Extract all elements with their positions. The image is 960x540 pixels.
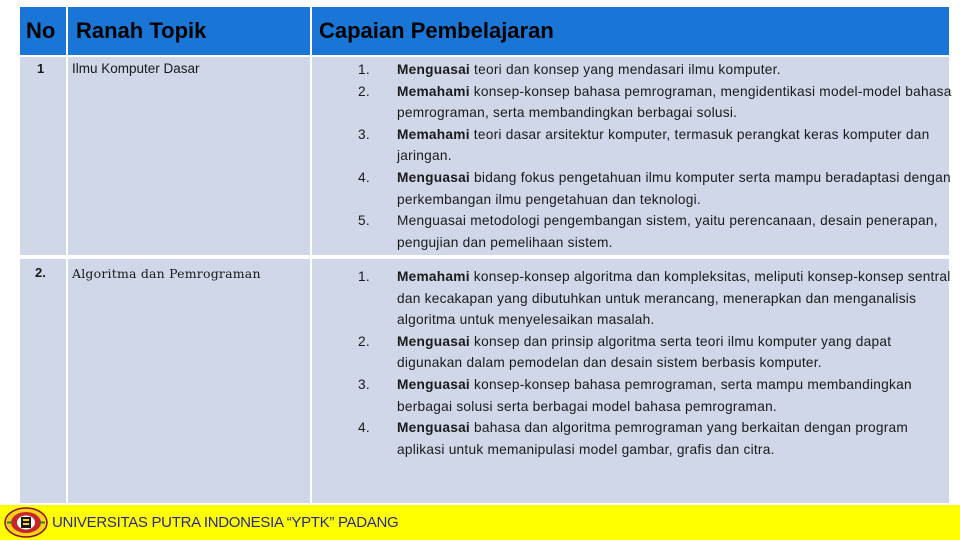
item-number: 4.: [358, 420, 370, 436]
list-item: [358, 331, 955, 374]
row-topic: Ilmu Komputer Dasar: [72, 61, 200, 76]
list-item: [358, 81, 955, 124]
item-keyword: Menguasai: [397, 376, 470, 392]
item-text: bahasa dan algoritma pemrograman yang berkaitan dengan program aplikasi untuk memanipulasi model gambar, grafis dan citra.: [397, 420, 909, 457]
university-seal-icon: [4, 507, 48, 538]
list-item: [358, 210, 955, 253]
item-text: konsep-konsep algoritma dan kompleksitas, meliputi konsep-konsep sentral dan kecakapan yang dibutuhkan untuk merancang, menerapkan dan menganalisis algoritma untuk menyelesaikan masalah.: [397, 269, 951, 328]
item-number: 2.: [358, 83, 370, 99]
item-number: 3.: [358, 376, 370, 392]
row-2-no-cell: [20, 259, 66, 503]
list-item: [358, 59, 955, 81]
list-item: [358, 124, 955, 167]
item-keyword: Menguasai: [397, 62, 470, 77]
item-text: bidang fokus pengetahuan ilmu komputer serta mampu beradaptasi dengan perkembangan ilmu pengetahuan dan teknologi.: [397, 169, 951, 207]
item-number: 2.: [358, 333, 370, 349]
item-keyword: Menguasai: [397, 333, 470, 349]
header-no-label: No: [26, 18, 56, 43]
list-item: [358, 266, 955, 331]
item-number: 4.: [358, 169, 370, 185]
header-outcomes-label: Capaian Pembelajaran: [319, 18, 554, 43]
item-keyword: Memahami: [397, 269, 470, 284]
item-keyword: Memahami: [397, 83, 470, 99]
item-keyword: Memahami: [397, 126, 470, 142]
header-no: [20, 7, 66, 55]
header-outcomes: [312, 7, 949, 55]
footer-institution-name: UNIVERSITAS PUTRA INDONESIA “YPTK” PADANG: [52, 514, 399, 531]
item-keyword: Menguasai: [397, 169, 470, 185]
item-text: konsep-konsep bahasa pemrograman, serta mampu membandingkan berbagai solusi serta berbagai model bahasa pemrograman.: [397, 376, 912, 414]
outcomes-list: [358, 266, 955, 460]
learning-outcomes-table: [20, 7, 952, 503]
header-topic-label: Ranah Topik: [76, 18, 207, 43]
row-number: 1: [37, 61, 45, 76]
list-item: [358, 167, 955, 210]
item-number: 1.: [358, 62, 370, 77]
outcomes-list: [358, 59, 955, 253]
row-2-topic-cell: [68, 259, 310, 503]
item-text: teori dan konsep yang mendasari ilmu komputer.: [470, 62, 781, 77]
list-item: [358, 417, 955, 460]
item-number: 1.: [358, 269, 370, 284]
row-1-topic-cell: [68, 57, 310, 255]
row-2-outcomes-cell: [312, 259, 949, 503]
item-text: konsep-konsep bahasa pemrograman, mengidentikasi model-model bahasa pemrograman, serta membandingkan berbagai solusi.: [397, 83, 952, 121]
item-text: Menguasai metodologi pengembangan sistem, yaitu perencanaan, desain penerapan, pengujian dan pemelihaan sistem.: [397, 213, 938, 250]
item-number: 5.: [358, 213, 370, 229]
list-item: [358, 374, 955, 417]
row-topic: Algoritma dan Pemrograman: [72, 266, 261, 281]
footer-bar: [0, 505, 960, 540]
row-1-no-cell: [20, 57, 66, 255]
item-text: teori dasar arsitektur komputer, termasuk perangkat keras komputer dan jaringan.: [397, 126, 930, 164]
row-number: 2.: [35, 265, 46, 280]
item-text: konsep dan prinsip algoritma serta teori ilmu komputer yang dapat digunakan dalam pemodelan dan desain sistem berbasis komputer.: [397, 333, 892, 371]
row-1-outcomes-cell: [312, 57, 952, 255]
header-topic: [68, 7, 310, 55]
item-keyword: Menguasai: [397, 420, 470, 436]
item-number: 3.: [358, 126, 370, 142]
